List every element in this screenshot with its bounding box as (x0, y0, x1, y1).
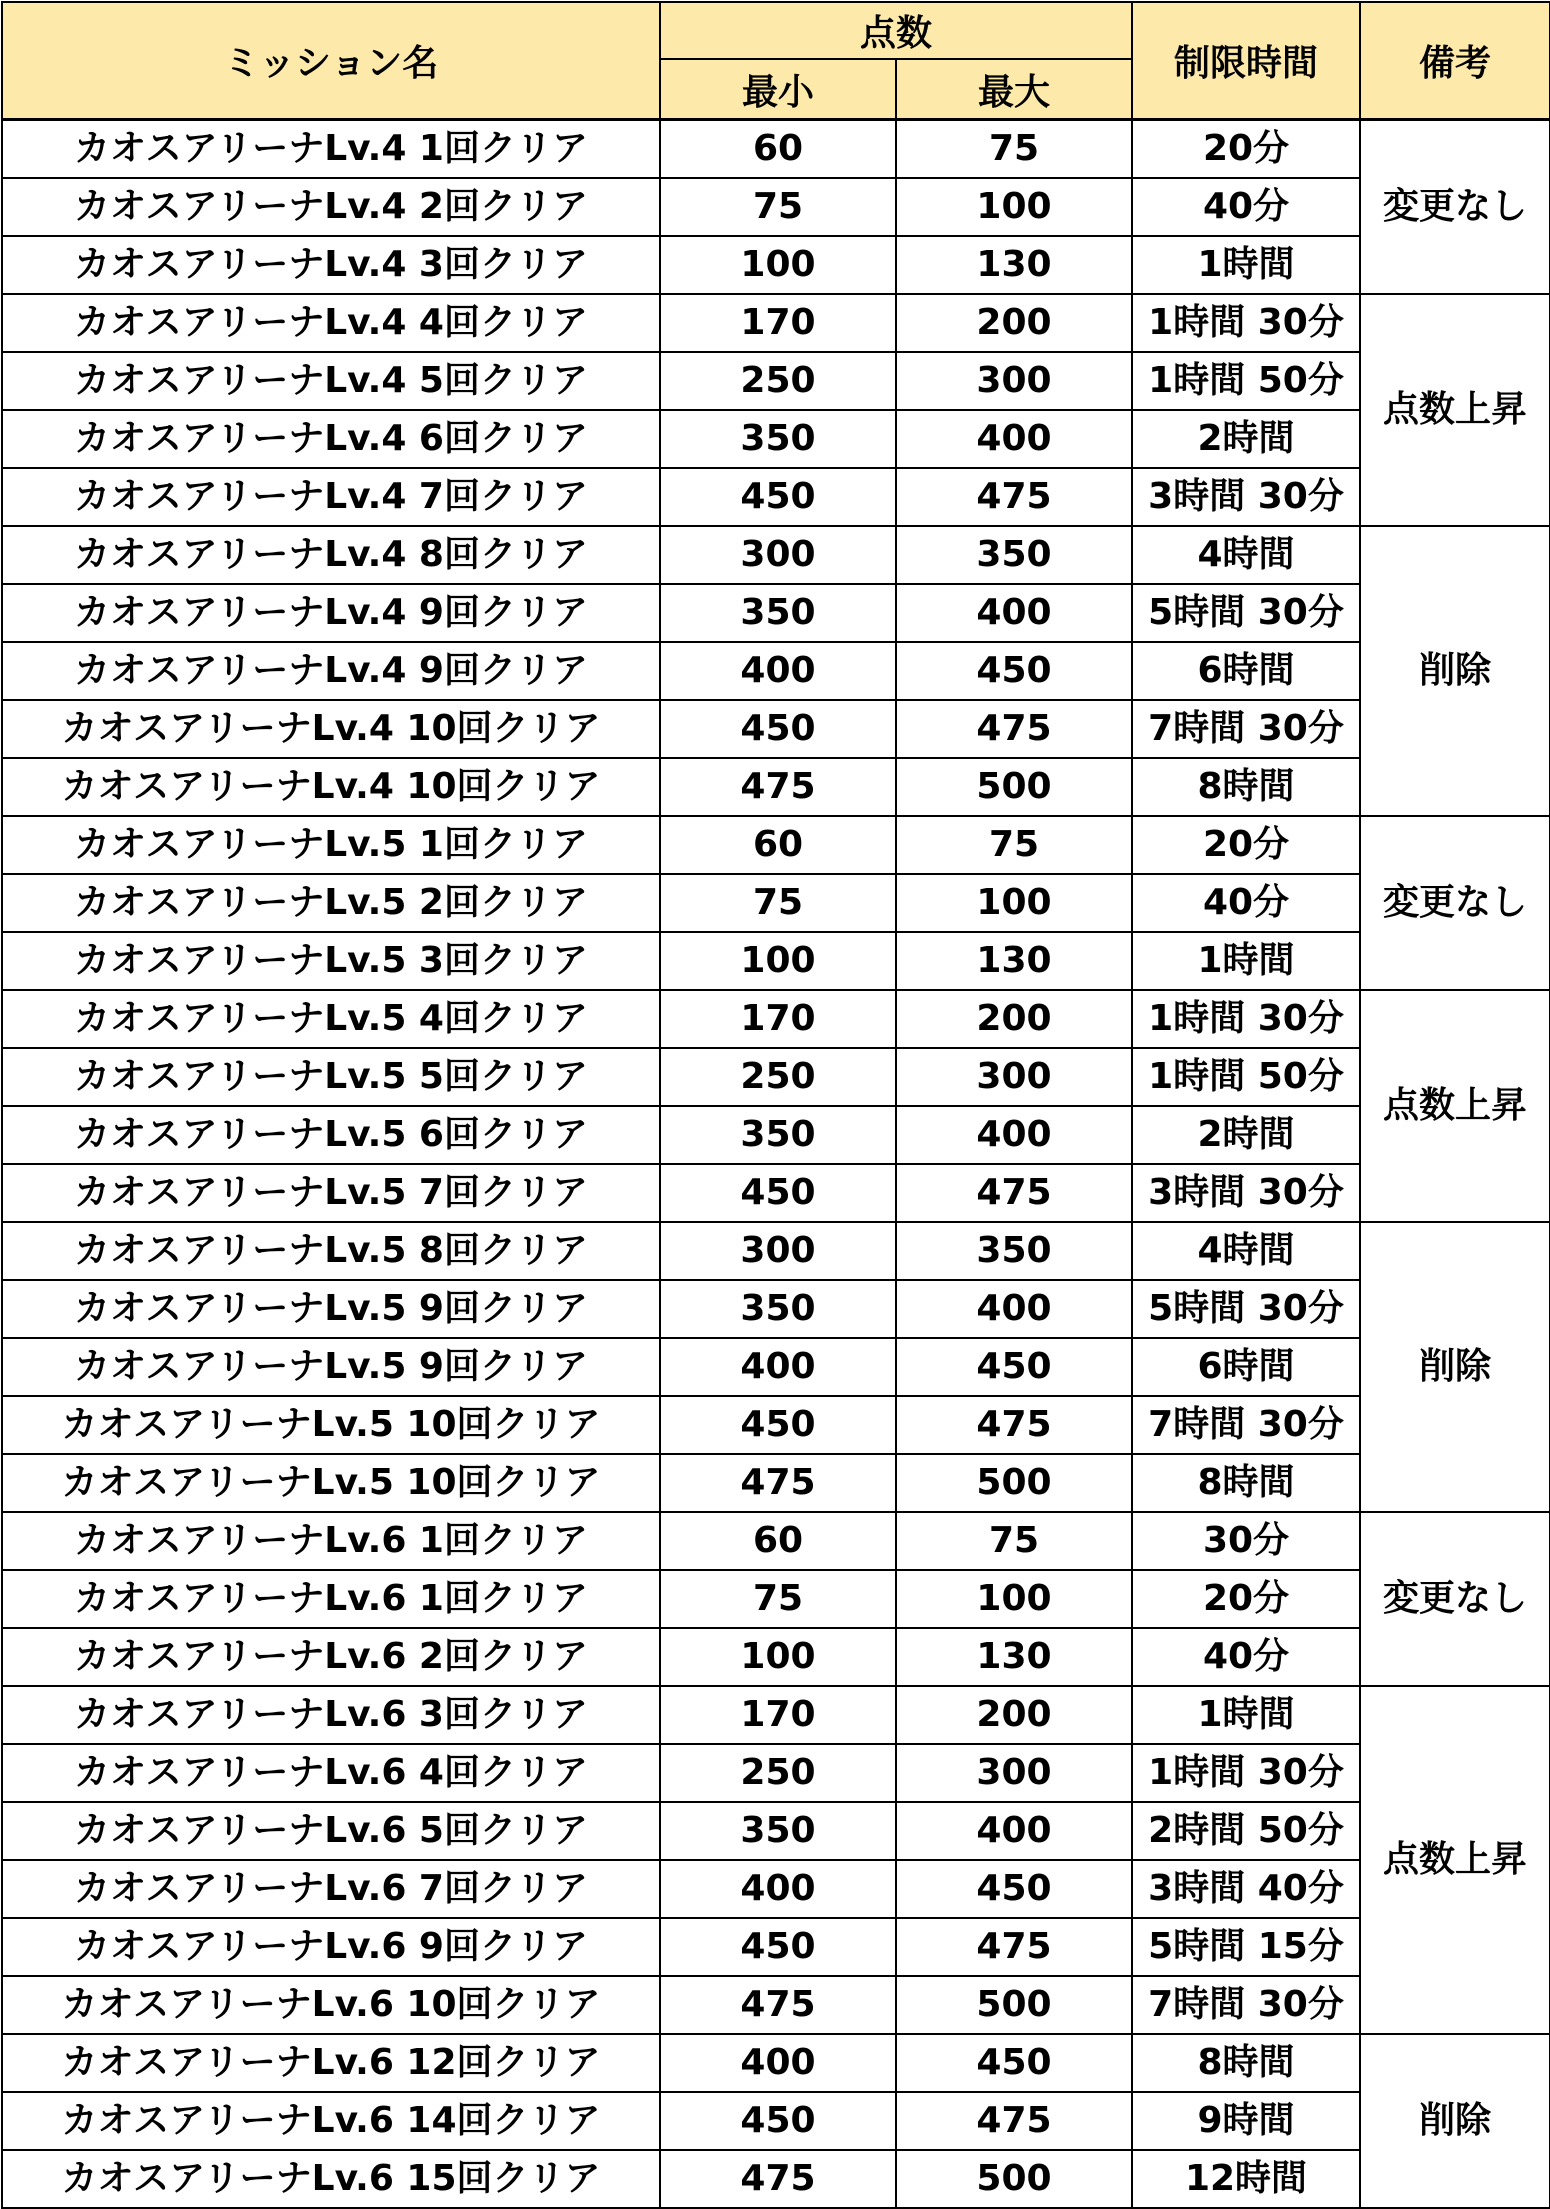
score-max-cell: 75 (896, 816, 1132, 874)
score-max-cell: 200 (896, 1686, 1132, 1744)
score-min-cell: 60 (660, 120, 896, 178)
score-min-cell: 250 (660, 1048, 896, 1106)
score-max-cell: 475 (896, 468, 1132, 526)
time-limit-cell: 8時間 (1132, 758, 1360, 816)
time-limit-cell: 7時間 30分 (1132, 700, 1360, 758)
header-max: 最大 (896, 59, 1132, 120)
note-cell: 削除 (1360, 1222, 1550, 1512)
score-max-cell: 130 (896, 236, 1132, 294)
table-row (2, 410, 1550, 468)
score-min-cell: 400 (660, 642, 896, 700)
time-limit-cell: 3時間 40分 (1132, 1860, 1360, 1918)
score-max-cell: 300 (896, 1048, 1132, 1106)
mission-name-cell: カオスアリーナLv.5 6回クリア (2, 1106, 660, 1164)
table-row (2, 1222, 1550, 1280)
mission-name-cell: カオスアリーナLv.6 5回クリア (2, 1802, 660, 1860)
table-row (2, 874, 1550, 932)
table-row (2, 1338, 1550, 1396)
time-limit-cell: 2時間 (1132, 1106, 1360, 1164)
table-row (2, 1106, 1550, 1164)
score-min-cell: 350 (660, 1106, 896, 1164)
score-max-cell: 400 (896, 410, 1132, 468)
time-limit-cell: 20分 (1132, 120, 1360, 178)
mission-name-cell: カオスアリーナLv.4 6回クリア (2, 410, 660, 468)
score-min-cell: 475 (660, 758, 896, 816)
table-row (2, 120, 1550, 178)
score-min-cell: 170 (660, 990, 896, 1048)
table-row (2, 1396, 1550, 1454)
table-row (2, 1454, 1550, 1512)
mission-name-cell: カオスアリーナLv.6 1回クリア (2, 1570, 660, 1628)
time-limit-cell: 1時間 (1132, 932, 1360, 990)
time-limit-cell: 5時間 30分 (1132, 1280, 1360, 1338)
time-limit-cell: 8時間 (1132, 1454, 1360, 1512)
score-min-cell: 75 (660, 178, 896, 236)
score-min-cell: 100 (660, 1628, 896, 1686)
table-row (2, 990, 1550, 1048)
mission-name-cell: カオスアリーナLv.5 9回クリア (2, 1338, 660, 1396)
time-limit-cell: 4時間 (1132, 526, 1360, 584)
header-min: 最小 (660, 59, 896, 120)
note-cell: 点数上昇 (1360, 990, 1550, 1222)
score-max-cell: 300 (896, 1744, 1132, 1802)
table-header (2, 2, 1550, 120)
score-min-cell: 100 (660, 236, 896, 294)
table-row (2, 1280, 1550, 1338)
table-row (2, 584, 1550, 642)
table-row (2, 1802, 1550, 1860)
time-limit-cell: 1時間 (1132, 236, 1360, 294)
mission-name-cell: カオスアリーナLv.4 10回クリア (2, 758, 660, 816)
time-limit-cell: 3時間 30分 (1132, 1164, 1360, 1222)
header-time-limit: 制限時間 (1132, 2, 1360, 120)
score-min-cell: 450 (660, 1918, 896, 1976)
mission-name-cell: カオスアリーナLv.4 4回クリア (2, 294, 660, 352)
time-limit-cell: 4時間 (1132, 1222, 1360, 1280)
mission-name-cell: カオスアリーナLv.6 12回クリア (2, 2034, 660, 2092)
table-row (2, 1686, 1550, 1744)
note-cell: 変更なし (1360, 1512, 1550, 1686)
score-max-cell: 500 (896, 2150, 1132, 2208)
score-max-cell: 350 (896, 1222, 1132, 1280)
score-min-cell: 475 (660, 1454, 896, 1512)
time-limit-cell: 40分 (1132, 1628, 1360, 1686)
score-max-cell: 75 (896, 1512, 1132, 1570)
score-min-cell: 450 (660, 700, 896, 758)
mission-name-cell: カオスアリーナLv.5 9回クリア (2, 1280, 660, 1338)
score-min-cell: 170 (660, 294, 896, 352)
score-max-cell: 450 (896, 2034, 1132, 2092)
time-limit-cell: 1時間 50分 (1132, 352, 1360, 410)
score-min-cell: 400 (660, 1860, 896, 1918)
mission-name-cell: カオスアリーナLv.5 4回クリア (2, 990, 660, 1048)
score-max-cell: 200 (896, 294, 1132, 352)
mission-name-cell: カオスアリーナLv.5 3回クリア (2, 932, 660, 990)
score-min-cell: 60 (660, 816, 896, 874)
score-max-cell: 450 (896, 1860, 1132, 1918)
score-max-cell: 300 (896, 352, 1132, 410)
note-cell: 点数上昇 (1360, 1686, 1550, 2034)
mission-name-cell: カオスアリーナLv.6 4回クリア (2, 1744, 660, 1802)
score-max-cell: 475 (896, 1164, 1132, 1222)
table-row (2, 1918, 1550, 1976)
table-row (2, 2034, 1550, 2092)
score-max-cell: 400 (896, 1802, 1132, 1860)
table-row (2, 1512, 1550, 1570)
table-row (2, 1048, 1550, 1106)
score-max-cell: 100 (896, 1570, 1132, 1628)
time-limit-cell: 2時間 (1132, 410, 1360, 468)
score-min-cell: 250 (660, 1744, 896, 1802)
mission-name-cell: カオスアリーナLv.5 8回クリア (2, 1222, 660, 1280)
time-limit-cell: 7時間 30分 (1132, 1976, 1360, 2034)
time-limit-cell: 1時間 30分 (1132, 990, 1360, 1048)
mission-name-cell: カオスアリーナLv.5 1回クリア (2, 816, 660, 874)
score-max-cell: 100 (896, 874, 1132, 932)
time-limit-cell: 30分 (1132, 1512, 1360, 1570)
score-max-cell: 450 (896, 1338, 1132, 1396)
score-max-cell: 400 (896, 1280, 1132, 1338)
header-note: 備考 (1360, 2, 1550, 120)
note-cell: 削除 (1360, 526, 1550, 816)
time-limit-cell: 2時間 50分 (1132, 1802, 1360, 1860)
mission-name-cell: カオスアリーナLv.5 7回クリア (2, 1164, 660, 1222)
note-cell: 削除 (1360, 2034, 1550, 2208)
mission-name-cell: カオスアリーナLv.4 2回クリア (2, 178, 660, 236)
mission-name-cell: カオスアリーナLv.4 8回クリア (2, 526, 660, 584)
time-limit-cell: 8時間 (1132, 2034, 1360, 2092)
mission-table (1, 1, 1550, 2209)
score-min-cell: 450 (660, 1164, 896, 1222)
score-min-cell: 350 (660, 584, 896, 642)
mission-name-cell: カオスアリーナLv.6 2回クリア (2, 1628, 660, 1686)
mission-name-cell: カオスアリーナLv.5 5回クリア (2, 1048, 660, 1106)
table-row (2, 1976, 1550, 2034)
note-cell: 変更なし (1360, 816, 1550, 990)
note-cell: 点数上昇 (1360, 294, 1550, 526)
score-min-cell: 475 (660, 1976, 896, 2034)
score-min-cell: 450 (660, 468, 896, 526)
table-row (2, 294, 1550, 352)
mission-name-cell: カオスアリーナLv.5 10回クリア (2, 1396, 660, 1454)
time-limit-cell: 9時間 (1132, 2092, 1360, 2150)
time-limit-cell: 12時間 (1132, 2150, 1360, 2208)
score-max-cell: 475 (896, 700, 1132, 758)
score-max-cell: 450 (896, 642, 1132, 700)
score-max-cell: 400 (896, 1106, 1132, 1164)
time-limit-cell: 20分 (1132, 816, 1360, 874)
table-row (2, 236, 1550, 294)
time-limit-cell: 40分 (1132, 178, 1360, 236)
score-min-cell: 300 (660, 526, 896, 584)
mission-name-cell: カオスアリーナLv.6 9回クリア (2, 1918, 660, 1976)
table-row (2, 2092, 1550, 2150)
time-limit-cell: 3時間 30分 (1132, 468, 1360, 526)
score-max-cell: 200 (896, 990, 1132, 1048)
time-limit-cell: 1時間 30分 (1132, 294, 1360, 352)
table-row (2, 1860, 1550, 1918)
time-limit-cell: 1時間 (1132, 1686, 1360, 1744)
header-mission-name: ミッション名 (2, 2, 660, 120)
mission-name-cell: カオスアリーナLv.4 7回クリア (2, 468, 660, 526)
mission-name-cell: カオスアリーナLv.4 1回クリア (2, 120, 660, 178)
table-row (2, 352, 1550, 410)
score-min-cell: 350 (660, 1802, 896, 1860)
mission-name-cell: カオスアリーナLv.4 10回クリア (2, 700, 660, 758)
time-limit-cell: 20分 (1132, 1570, 1360, 1628)
table-row (2, 468, 1550, 526)
score-min-cell: 450 (660, 2092, 896, 2150)
mission-name-cell: カオスアリーナLv.6 1回クリア (2, 1512, 660, 1570)
time-limit-cell: 6時間 (1132, 642, 1360, 700)
score-max-cell: 475 (896, 1396, 1132, 1454)
header-score: 点数 (660, 2, 1132, 59)
table-row (2, 526, 1550, 584)
time-limit-cell: 1時間 30分 (1132, 1744, 1360, 1802)
mission-name-cell: カオスアリーナLv.4 9回クリア (2, 642, 660, 700)
score-min-cell: 475 (660, 2150, 896, 2208)
table-row (2, 1570, 1550, 1628)
score-min-cell: 400 (660, 2034, 896, 2092)
mission-name-cell: カオスアリーナLv.4 5回クリア (2, 352, 660, 410)
time-limit-cell: 6時間 (1132, 1338, 1360, 1396)
score-max-cell: 475 (896, 1918, 1132, 1976)
score-min-cell: 300 (660, 1222, 896, 1280)
time-limit-cell: 1時間 50分 (1132, 1048, 1360, 1106)
score-min-cell: 75 (660, 874, 896, 932)
table-row (2, 1628, 1550, 1686)
score-min-cell: 170 (660, 1686, 896, 1744)
mission-name-cell: カオスアリーナLv.6 14回クリア (2, 2092, 660, 2150)
time-limit-cell: 40分 (1132, 874, 1360, 932)
mission-name-cell: カオスアリーナLv.5 2回クリア (2, 874, 660, 932)
score-max-cell: 400 (896, 584, 1132, 642)
table-row (2, 178, 1550, 236)
score-max-cell: 500 (896, 1976, 1132, 2034)
score-max-cell: 475 (896, 2092, 1132, 2150)
time-limit-cell: 5時間 30分 (1132, 584, 1360, 642)
table-row (2, 1744, 1550, 1802)
note-cell: 変更なし (1360, 120, 1550, 294)
mission-name-cell: カオスアリーナLv.4 9回クリア (2, 584, 660, 642)
time-limit-cell: 7時間 30分 (1132, 1396, 1360, 1454)
score-min-cell: 350 (660, 410, 896, 468)
table-row (2, 642, 1550, 700)
score-max-cell: 130 (896, 932, 1132, 990)
mission-name-cell: カオスアリーナLv.6 3回クリア (2, 1686, 660, 1744)
table-row (2, 816, 1550, 874)
score-min-cell: 75 (660, 1570, 896, 1628)
score-max-cell: 500 (896, 758, 1132, 816)
score-max-cell: 350 (896, 526, 1132, 584)
mission-name-cell: カオスアリーナLv.6 10回クリア (2, 1976, 660, 2034)
score-min-cell: 250 (660, 352, 896, 410)
score-min-cell: 60 (660, 1512, 896, 1570)
score-max-cell: 130 (896, 1628, 1132, 1686)
score-max-cell: 75 (896, 120, 1132, 178)
mission-name-cell: カオスアリーナLv.5 10回クリア (2, 1454, 660, 1512)
time-limit-cell: 5時間 15分 (1132, 1918, 1360, 1976)
mission-name-cell: カオスアリーナLv.4 3回クリア (2, 236, 660, 294)
table-row (2, 758, 1550, 816)
score-min-cell: 350 (660, 1280, 896, 1338)
score-min-cell: 450 (660, 1396, 896, 1454)
table-row (2, 932, 1550, 990)
score-min-cell: 400 (660, 1338, 896, 1396)
table-row (2, 2150, 1550, 2208)
table-row (2, 700, 1550, 758)
score-max-cell: 100 (896, 178, 1132, 236)
table-body (2, 120, 1550, 2208)
table-row (2, 1164, 1550, 1222)
score-max-cell: 500 (896, 1454, 1132, 1512)
mission-name-cell: カオスアリーナLv.6 15回クリア (2, 2150, 660, 2208)
score-min-cell: 100 (660, 932, 896, 990)
mission-name-cell: カオスアリーナLv.6 7回クリア (2, 1860, 660, 1918)
